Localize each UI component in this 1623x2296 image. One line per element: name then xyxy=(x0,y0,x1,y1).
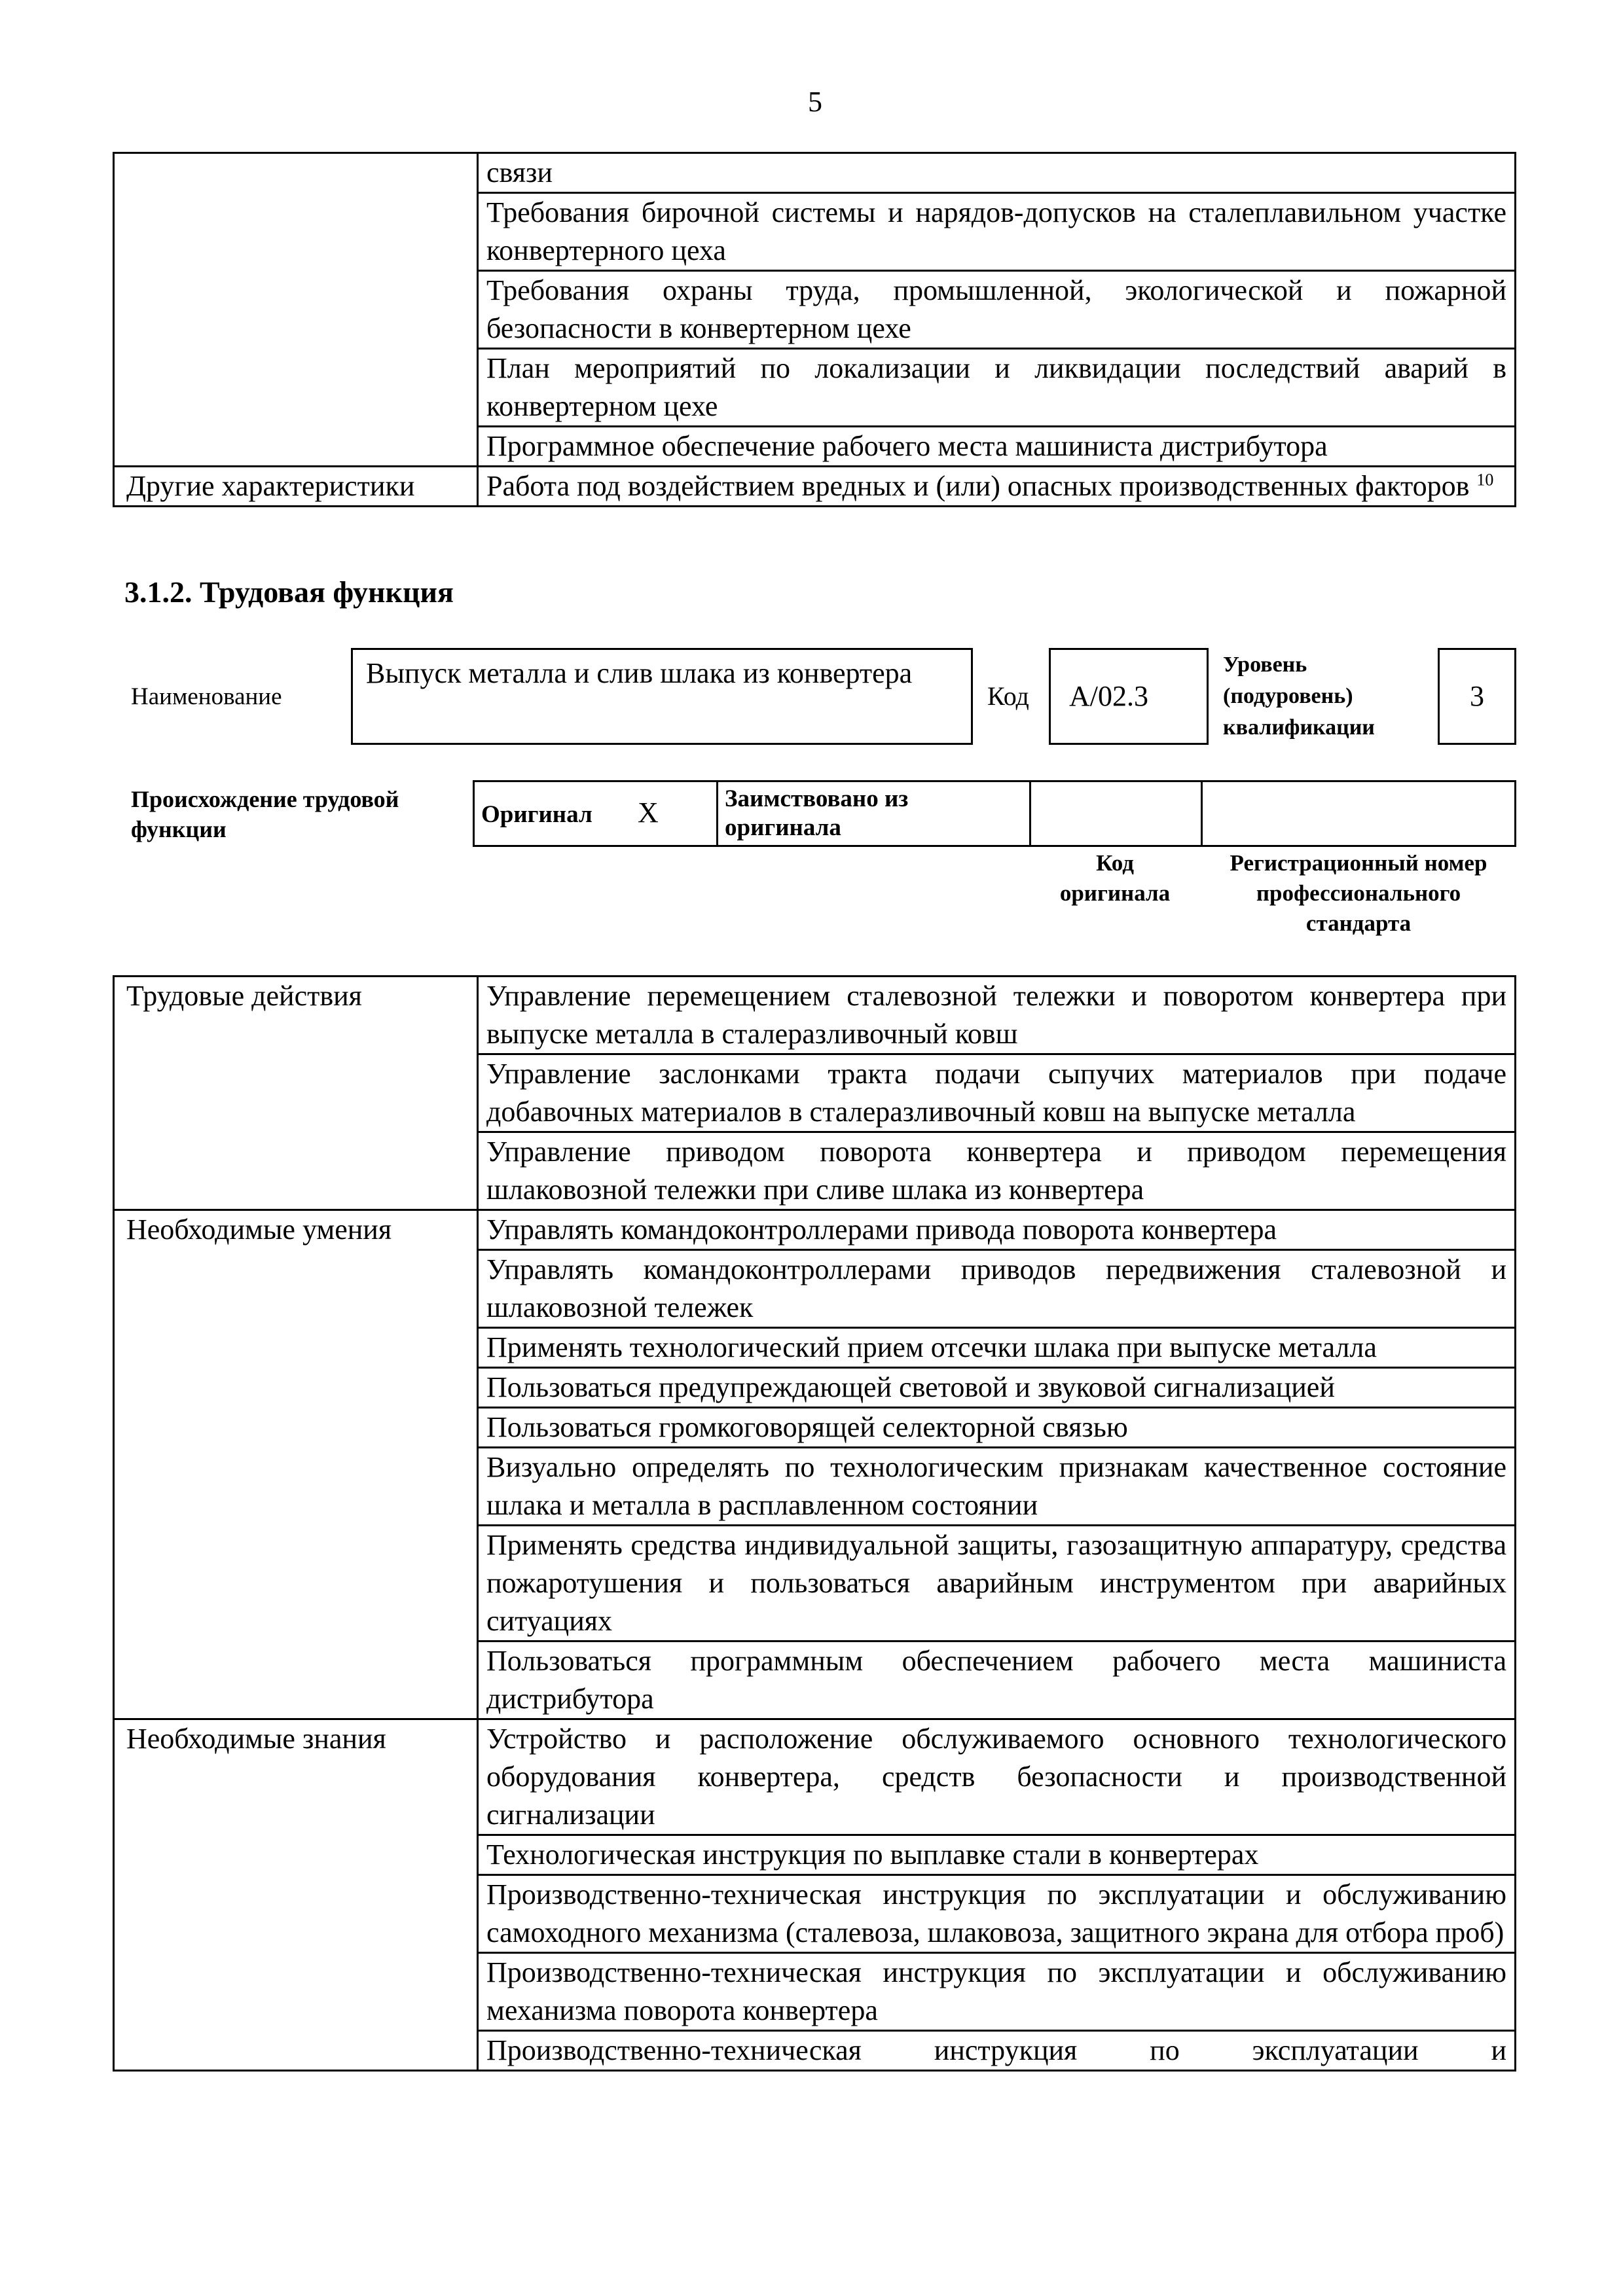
original-label: Оригинал xyxy=(481,800,593,828)
empty-label-cell xyxy=(114,153,478,467)
caption-line: оригинала xyxy=(1059,880,1171,906)
function-code-box xyxy=(1049,648,1209,745)
qualification-level-label xyxy=(1223,649,1375,744)
level-label-line: квалификации xyxy=(1223,715,1375,740)
function-name: Выпуск металла и слив шлака из конвертера xyxy=(366,657,913,689)
required-knowledge-label: Необходимые знания xyxy=(114,1719,478,2071)
other-characteristics-text: Работа под воздействием вредных и (или) опасных производственных факторов xyxy=(486,470,1470,502)
other-characteristics-value xyxy=(478,467,1516,507)
footnote-marker: 10 xyxy=(1476,470,1494,490)
original-mark: X xyxy=(637,796,659,829)
required-knowledge: Устройство и расположение обслуживаемого основного технологического оборудования конвертера, средств безопасности и производственной сигнализации xyxy=(478,1719,1516,1835)
original-cell xyxy=(474,781,718,846)
level-label-line: Уровень xyxy=(1223,653,1307,677)
knowledge-continuation-table xyxy=(113,152,1516,507)
required-skill: Управлять командоконтроллерами привода поворота конвертера xyxy=(478,1210,1516,1250)
knowledge-item: связи xyxy=(478,153,1516,193)
code-label: Код xyxy=(987,681,1029,711)
required-skill: Управлять командоконтроллерами приводов передвижения сталевозной и шлаковозной тележек xyxy=(478,1250,1516,1328)
caption-line: Код xyxy=(1096,850,1134,876)
name-label: Наименование xyxy=(131,683,282,710)
required-skills-label: Необходимые умения xyxy=(114,1210,478,1719)
required-skill: Применять технологический прием отсечки шлака при выпуске металла xyxy=(478,1328,1516,1368)
knowledge-item: Требования бирочной системы и нарядов-допусков на сталеплавильном участке конвертерного цеха xyxy=(478,193,1516,271)
registration-number-caption xyxy=(1201,848,1516,939)
function-name-box xyxy=(351,648,973,745)
page-number: 5 xyxy=(808,86,822,118)
required-knowledge: Производственно-техническая инструкция по эксплуатации и xyxy=(478,2031,1516,2071)
required-knowledge: Производственно-техническая инструкция по эксплуатации и обслуживанию самоходного механизма (сталевоза, шлаковоза, защитного экрана для отбора проб) xyxy=(478,1875,1516,1953)
origin-label-line: функции xyxy=(131,816,227,842)
knowledge-item: Программное обеспечение рабочего места машиниста дистрибутора xyxy=(478,427,1516,467)
borrowed-label-line: Заимствовано из xyxy=(725,785,909,812)
required-knowledge: Технологическая инструкция по выплавке стали в конвертерах xyxy=(478,1835,1516,1875)
origin-table xyxy=(473,780,1516,847)
function-code: A/02.3 xyxy=(1069,680,1148,712)
other-characteristics-label: Другие характеристики xyxy=(114,467,478,507)
required-skill: Пользоваться программным обеспечением рабочего места машиниста дистрибутора xyxy=(478,1641,1516,1719)
required-skill: Пользоваться предупреждающей световой и звуковой сигнализацией xyxy=(478,1368,1516,1408)
caption-line: профессионального xyxy=(1256,880,1461,906)
labor-actions-label: Трудовые действия xyxy=(114,977,478,1210)
labor-function-table xyxy=(113,975,1516,2072)
origin-label xyxy=(131,784,399,844)
code-original-cell xyxy=(1030,781,1202,846)
labor-action: Управление перемещением сталевозной тележки и поворотом конвертера при выпуске металла в сталеразливочный ковш xyxy=(478,977,1516,1054)
labor-action: Управление заслонками тракта подачи сыпучих материалов при подаче добавочных материалов в сталеразливочный ковш на выпуске металла xyxy=(478,1054,1516,1132)
required-skill: Визуально определять по технологическим признакам качественное состояние шлака и металла в расплавленном состоянии xyxy=(478,1448,1516,1526)
registration-number-cell xyxy=(1202,781,1516,846)
knowledge-item: Требования охраны труда, промышленной, экологической и пожарной безопасности в конвертерном цехе xyxy=(478,271,1516,349)
borrowed-cell xyxy=(718,781,1030,846)
labor-action: Управление приводом поворота конвертера и приводом перемещения шлаковозной тележки при сливе шлака из конвертера xyxy=(478,1132,1516,1210)
code-original-caption xyxy=(1029,848,1201,908)
caption-line: Регистрационный номер xyxy=(1230,850,1487,876)
qualification-level: 3 xyxy=(1470,680,1484,712)
origin-label-line: Происхождение трудовой xyxy=(131,786,399,812)
borrowed-label-line: оригинала xyxy=(725,814,841,841)
required-skill: Пользоваться громкоговорящей селекторной связью xyxy=(478,1408,1516,1448)
qualification-level-box xyxy=(1438,648,1516,745)
section-title: 3.1.2. Трудовая функция xyxy=(124,575,454,609)
required-skill: Применять средства индивидуальной защиты, газозащитную аппаратуру, средства пожаротушения и пользоваться аварийным инструментом при аварийных ситуациях xyxy=(478,1526,1516,1641)
caption-line: стандарта xyxy=(1305,910,1412,936)
required-knowledge: Производственно-техническая инструкция по эксплуатации и обслуживанию механизма поворота конвертера xyxy=(478,1953,1516,2031)
level-label-line: (подуровень) xyxy=(1223,684,1353,708)
knowledge-item: План мероприятий по локализации и ликвидации последствий аварий в конвертерном цехе xyxy=(478,349,1516,427)
